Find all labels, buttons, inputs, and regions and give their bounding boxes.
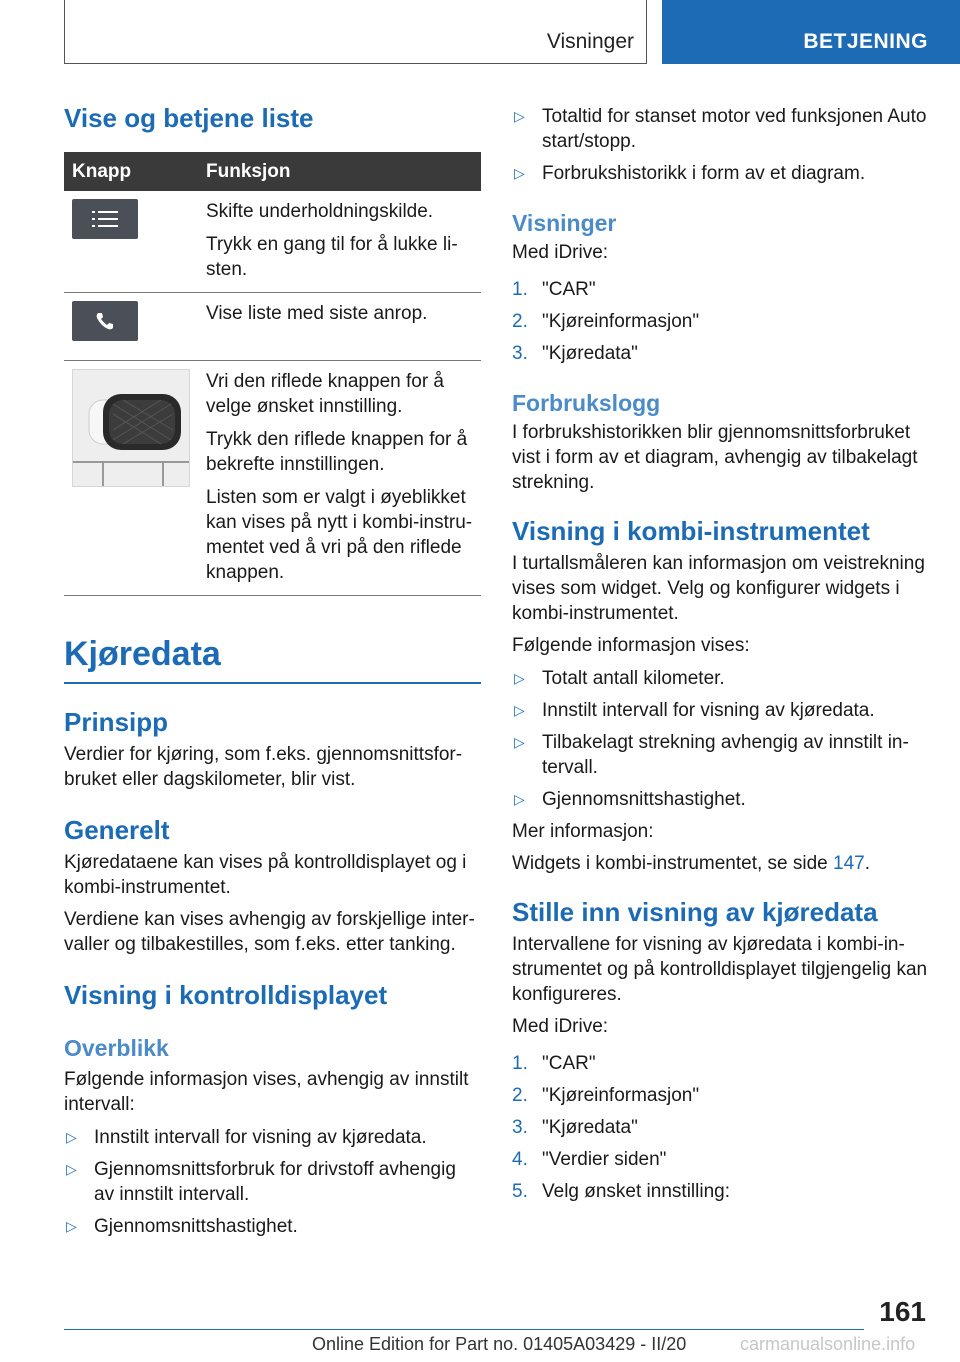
triangle-bullet-icon: ▷ — [66, 1129, 77, 1145]
prinsipp-title: Prinsipp — [64, 707, 169, 737]
page-link[interactable]: 147 — [833, 853, 865, 874]
list-item: ▷ Forbrukshistorikk i form av et diagram. — [514, 163, 866, 184]
visninger-steps — [512, 277, 928, 366]
list-item: 2. "Kjøreinformasjon" — [512, 311, 700, 332]
triangle-bullet-icon: ▷ — [514, 165, 525, 181]
list-item: ▷ Totaltid for stanset motor ved funksjonen Auto start/stopp. — [514, 106, 927, 152]
widgets-ref: Widgets i kombi-instrumentet, se side 147. — [512, 853, 870, 874]
table-header-knapp: Knapp — [64, 152, 198, 191]
generelt-title: Generelt — [64, 815, 170, 845]
phone-icon — [72, 301, 138, 341]
header-section-tab — [64, 0, 647, 64]
edition-text: Online Edition for Part no. 01405A03429 - II/20 — [312, 1334, 687, 1354]
left-column — [64, 96, 481, 1239]
list-item: 3. "Kjøredata" — [512, 343, 638, 364]
triangle-bullet-icon: ▷ — [514, 108, 525, 124]
triangle-bullet-icon: ▷ — [66, 1218, 77, 1234]
kombi-text: Følgende informasjon vises: — [512, 635, 750, 656]
section-title-list: Vise og betjene liste — [64, 103, 314, 133]
overblikk-text: Følgende informasjon vises, avhengig av innstilt intervall: — [64, 1069, 469, 1115]
table-cell-text: Listen som er valgt i øyeblikket kan vises på nytt i kombi-instru-mentet ved å vri på den riflede knappen. — [206, 487, 473, 583]
triangle-bullet-icon: ▷ — [514, 791, 525, 807]
stille-text: Intervallene for visning av kjøredata i kombi-in-strumentet og på kontrolldisplayet tilgjengelig kan konfigureres. — [512, 934, 928, 1005]
visninger-title: Visninger — [512, 210, 617, 236]
list-item: 2. "Kjøreinformasjon" — [512, 1085, 700, 1106]
list-item: ▷ Tilbakelagt strekning avhengig av innstilt in-tervall. — [514, 732, 909, 778]
triangle-bullet-icon: ▷ — [514, 734, 525, 750]
overblikk-title: Overblikk — [64, 1035, 169, 1061]
prinsipp-text: Verdier for kjøring, som f.eks. gjennomsnittsfor-bruket eller dagskilometer, blir vist. — [64, 744, 463, 790]
stille-steps — [512, 1051, 928, 1204]
triangle-bullet-icon: ▷ — [514, 670, 525, 686]
kombi-title: Visning i kombi-instrumentet — [512, 516, 870, 546]
top-list — [512, 104, 928, 186]
header-chapter-tab — [662, 0, 960, 64]
header-section-title: Visninger — [546, 30, 634, 53]
kombi-list — [512, 666, 928, 812]
generelt-text: Kjøredataene kan vises på kontrolldisplayet og i kombi-instrumentet. — [64, 852, 467, 898]
list-item: 1. "CAR" — [512, 279, 596, 300]
table-row — [64, 293, 481, 361]
mer-info: Mer informasjon: — [512, 821, 654, 842]
stille-intro: Med iDrive: — [512, 1016, 609, 1037]
page-number: 161 — [879, 1296, 926, 1327]
table-cell-text: Trykk den riflede knappen for å bekrefte innstillingen. — [206, 429, 468, 475]
table-row — [64, 361, 481, 596]
triangle-bullet-icon: ▷ — [66, 1161, 77, 1177]
list-item: ▷ Innstilt intervall for visning av kjøredata. — [66, 1127, 427, 1148]
table-cell-text: Skifte underholdningskilde. — [206, 201, 434, 222]
visning-title: Visning i kontrolldisplayet — [64, 980, 388, 1010]
forbrukslogg-text: I forbrukshistorikken blir gjennomsnittsforbruket vist i form av et diagram, avhengig av tilbakelagt strekning. — [512, 422, 918, 493]
kombi-text: I turtallsmåleren kan informasjon om veistrekning vises som widget. Velg og konfigurer widgets i kombi-instrumentet. — [512, 553, 925, 624]
button-function-table — [64, 152, 481, 596]
list-item: ▷ Innstilt intervall for visning av kjøredata. — [514, 700, 875, 721]
forbrukslogg-title: Forbrukslogg — [512, 390, 661, 416]
list-item: ▷ Gjennomsnittshastighet. — [514, 789, 746, 810]
list-item: ▷ Gjennomsnittshastighet. — [66, 1216, 298, 1237]
table-header-funksjon: Funksjon — [198, 152, 481, 191]
table-cell-text: Vise liste med siste anrop. — [206, 303, 428, 324]
list-item: 4. "Verdier siden" — [512, 1149, 667, 1170]
list-item: 3. "Kjøredata" — [512, 1117, 638, 1138]
triangle-bullet-icon: ▷ — [514, 702, 525, 718]
list-item: ▷ Totalt antall kilometer. — [514, 668, 725, 689]
list-item: 5. Velg ønsket innstilling: — [512, 1181, 730, 1202]
overblikk-list — [64, 1125, 481, 1239]
table-cell-text: Vri den riflede knappen for å velge ønsket innstilling. — [206, 371, 445, 417]
stille-title: Stille inn visning av kjøredata — [512, 897, 878, 927]
right-column — [512, 104, 928, 1204]
title-rule — [64, 682, 481, 684]
list-item: ▷ Gjennomsnittsforbruk for drivstoff avhengig av innstilt intervall. — [66, 1159, 456, 1205]
list-item: 1. "CAR" — [512, 1053, 596, 1074]
generelt-text: Verdiene kan vises avhengig av forskjellige inter-valler og tilbakestilles, som f.eks. etter tanking. — [64, 909, 475, 955]
header-chapter-title: BETJENING — [803, 30, 928, 53]
main-title: Kjøredata — [64, 635, 221, 673]
table-row — [64, 191, 481, 293]
footer-rule — [64, 1329, 864, 1330]
list-icon — [72, 199, 138, 239]
table-cell-text: Trykk en gang til for å lukke li-sten. — [206, 234, 458, 280]
visninger-intro: Med iDrive: — [512, 242, 609, 263]
watermark: carmanualsonline.info — [740, 1334, 916, 1354]
rotary-knob-image — [72, 369, 190, 487]
